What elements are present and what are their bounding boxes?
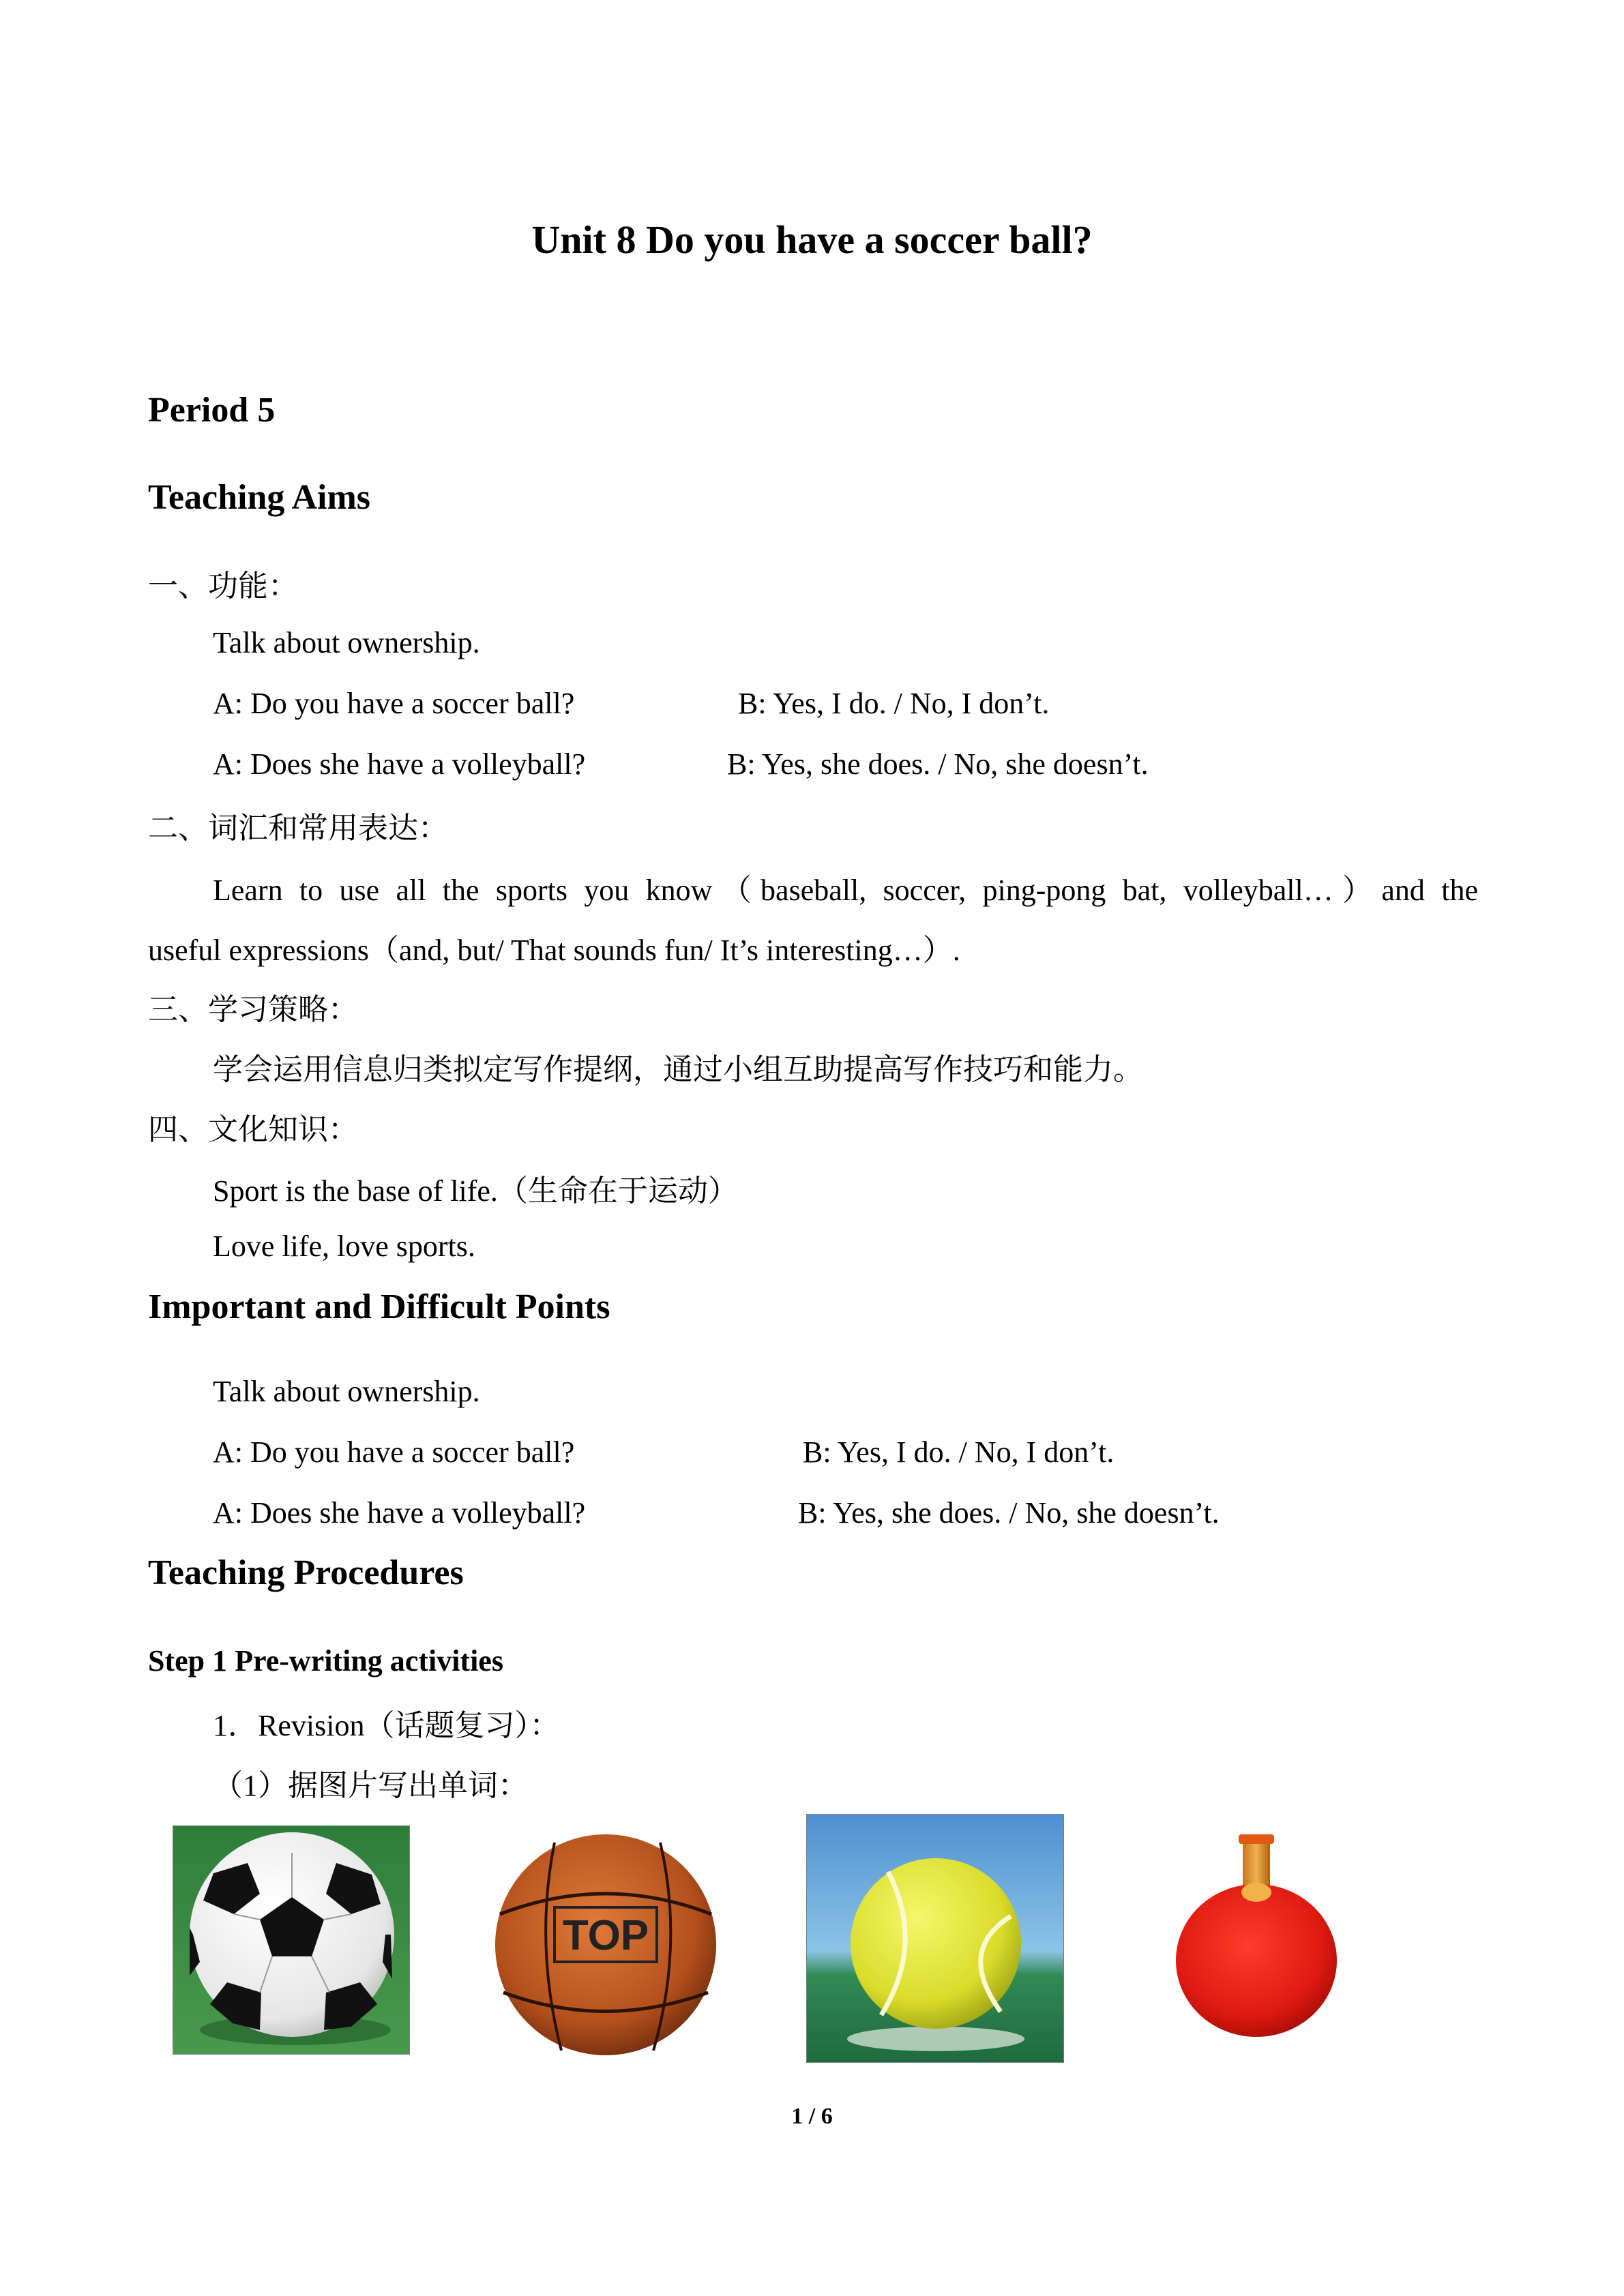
important-ownership-line: Talk about ownership. — [213, 1375, 480, 1408]
section-vocab-heading: 二、词汇和常用表达： — [148, 811, 448, 845]
tennis-ball-icon — [806, 1814, 1064, 2063]
document-title: Unit 8 Do you have a soccer ball? — [531, 218, 1093, 262]
section-culture-heading: 四、文化知识： — [148, 1113, 358, 1146]
teaching-procedures-heading: Teaching Procedures — [148, 1553, 464, 1592]
important-points-heading: Important and Difficult Points — [148, 1287, 610, 1326]
page-number: 1 / 6 — [791, 2104, 833, 2129]
important-dialog-b2: B: Yes, she does. / No, she doesn’t. — [798, 1496, 1220, 1530]
basketball-brand-text: TOP — [562, 1912, 649, 1959]
aims-dialog-a1: A: Do you have a soccer ball? — [213, 687, 575, 720]
aims-dialog-a2: A: Does she have a volleyball? — [213, 747, 586, 781]
section-function-heading: 一、功能： — [148, 569, 298, 603]
step1-heading: Step 1 Pre-writing activities — [148, 1644, 503, 1678]
teaching-aims-heading: Teaching Aims — [148, 478, 371, 517]
vocab-line-1: Learn to use all the sports you know（baseball, soccer, ping-pong bat, volleyball…）and the — [213, 874, 1478, 907]
basketball-icon — [486, 1832, 725, 2057]
aims-ownership-line: Talk about ownership. — [213, 626, 480, 659]
soccer-ball-icon — [173, 1825, 410, 2055]
culture-line-2: Love life, love sports. — [213, 1229, 475, 1263]
period-heading: Period 5 — [148, 391, 276, 430]
aims-dialog-b1: B: Yes, I do. / No, I don’t. — [738, 687, 1050, 720]
important-dialog-a1: A: Do you have a soccer ball? — [213, 1435, 575, 1469]
revision-item: 1．Revision（话题复习）： — [213, 1709, 560, 1742]
aims-dialog-b2: B: Yes, she does. / No, she doesn’t. — [727, 747, 1149, 781]
section-strategy-heading: 三、学习策略： — [148, 993, 358, 1026]
revision-subitem: （1）据图片写出单词： — [213, 1769, 528, 1802]
culture-line-1: Sport is the base of life.（生命在于运动） — [213, 1174, 738, 1208]
vocab-line-2: useful expressions（and, but/ That sounds fun/ It’s interesting…）. — [148, 934, 960, 967]
strategy-line: 学会运用信息归类拟定写作提纲，通过小组互助提高写作技巧和能力。 — [213, 1053, 1143, 1086]
important-dialog-a2: A: Does she have a volleyball? — [213, 1496, 586, 1530]
important-dialog-b1: B: Yes, I do. / No, I don’t. — [803, 1435, 1114, 1469]
ping-pong-bat-icon — [1168, 1828, 1345, 2046]
